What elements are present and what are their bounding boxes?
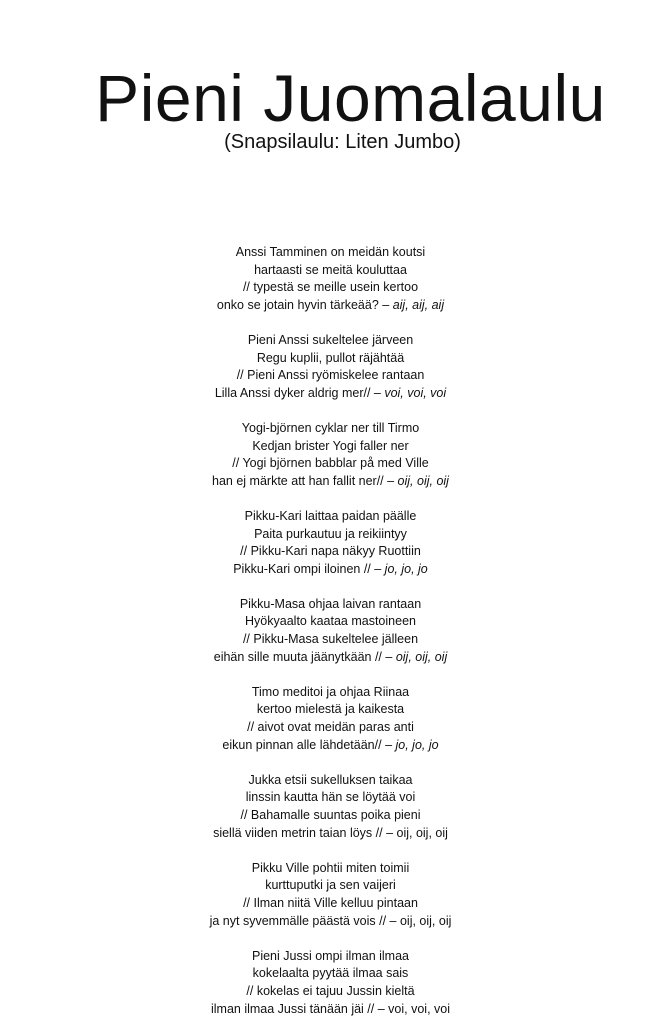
verse-refrain: – voi, voi, voi (373, 385, 447, 400)
verse-line: Jukka etsii sukelluksen taikaa (248, 772, 413, 787)
verse-line: // Bahamalle suuntas poika pieni (240, 808, 421, 822)
verse-line: Paita purkautuu ja reikiintyy (254, 526, 407, 541)
verse-last-line (0, 825, 661, 843)
verse-line: Regu kuplii, pullot räjähtää (256, 350, 405, 365)
verse-last-line (0, 737, 661, 755)
verse-line: Hyökyaalto kaataa mastoineen (245, 614, 416, 629)
verse-last-line-text: ilman ilmaa Jussi tänään jäi // (210, 1001, 378, 1016)
verse-line: kurttuputki ja sen vaijeri (265, 878, 396, 893)
verse-line: // Pikku-Kari napa näkyy Ruottiin (240, 544, 421, 559)
verse-line: linssin kautta hän se löytää voi (245, 790, 416, 805)
verse-last-line (0, 385, 661, 403)
verse-refrain: – voi, voi, voi (377, 1001, 450, 1016)
verse-last-line-text: ja nyt syvemmälle päästä vois // (209, 913, 390, 928)
verse-1 (0, 244, 661, 314)
verse-refrain: – oij, oij, oij (385, 649, 448, 664)
verse-last-line-text: Pikku-Kari ompi iloinen // (233, 561, 375, 576)
verse-line: Pieni Anssi sukeltelee järveen (247, 332, 414, 347)
verse-refrain: – jo, jo, jo (385, 737, 439, 752)
verse-refrain: – jo, jo, jo (374, 561, 428, 576)
verse-9 (0, 948, 661, 1018)
verse-line: // typestä se meille usein kertoo (242, 280, 419, 295)
verse-last-line-text: han ej märkte att han fallit ner// (212, 473, 388, 488)
verse-line: Pikku Ville pohtii miten toimii (251, 860, 410, 875)
verse-line: // aivot ovat meidän paras anti (247, 720, 414, 735)
verse-last-line (0, 1001, 661, 1019)
verse-last-line-text: eihän sille muuta jäänytkään // (213, 649, 386, 664)
verse-line: Pieni Jussi ompi ilman ilmaa (251, 948, 409, 963)
verse-8 (0, 860, 661, 930)
verse-last-line-text: Lilla Anssi dyker aldrig mer// (214, 385, 374, 400)
verse-line: // Ilman niitä Ville kelluu pintaan (243, 895, 418, 910)
verse-line: // Pikku-Masa sukeltelee jälleen (242, 632, 419, 647)
verse-line: Pikku-Kari laittaa paidan päälle (244, 508, 417, 523)
verse-line: // Pieni Anssi ryömiskelee rantaan (236, 368, 425, 383)
page-subtitle: (Snapsilaulu: Liten Jumbo) (224, 131, 461, 153)
verse-line: hartaasti se meitä kouluttaa (254, 262, 407, 277)
verse-3 (0, 420, 661, 490)
verse-last-line-text: eikun pinnan alle lähdetään// (222, 737, 386, 752)
verse-7 (0, 772, 661, 842)
verse-line: Yogi-björnen cyklar ner till Tirmo (241, 420, 420, 435)
verse-last-line (0, 297, 661, 315)
verse-last-line-text: onko se jotain hyvin tärkeää? (216, 297, 383, 312)
verse-refrain: – aij, aij, aij (382, 297, 445, 312)
verse-line: Pikku-Masa ohjaa laivan rantaan (239, 596, 422, 611)
verse-line: Timo meditoi ja ohjaa Riinaa (251, 684, 410, 699)
verse-line: Anssi Tamminen on meidän koutsi (235, 245, 426, 259)
verse-refrain: – oij, oij, oij (389, 913, 452, 928)
verse-last-line-text: siellä viiden metrin taian löys // (213, 825, 387, 840)
verse-line: kokelaalta pyytää ilmaa sais (252, 966, 409, 981)
verse-2 (0, 332, 661, 402)
verse-refrain: – oij, oij, oij (386, 825, 448, 840)
verse-6 (0, 684, 661, 754)
page-title: Pieni Juomalaulu (95, 61, 606, 135)
verse-line: // Yogi björnen babblar på med Ville (232, 456, 429, 471)
verse-5 (0, 596, 661, 666)
verse-line: Kedjan brister Yogi faller ner (252, 438, 409, 453)
verse-last-line (0, 473, 661, 491)
song-verses (0, 244, 661, 1036)
verse-last-line (0, 913, 661, 931)
verse-line: // kokelas ei tajuu Jussin kieltä (246, 983, 415, 998)
verse-last-line (0, 649, 661, 667)
verse-refrain: – oij, oij, oij (387, 473, 449, 488)
verse-last-line (0, 561, 661, 579)
verse-4 (0, 508, 661, 578)
verse-line: kertoo mielestä ja kaikesta (256, 702, 405, 717)
